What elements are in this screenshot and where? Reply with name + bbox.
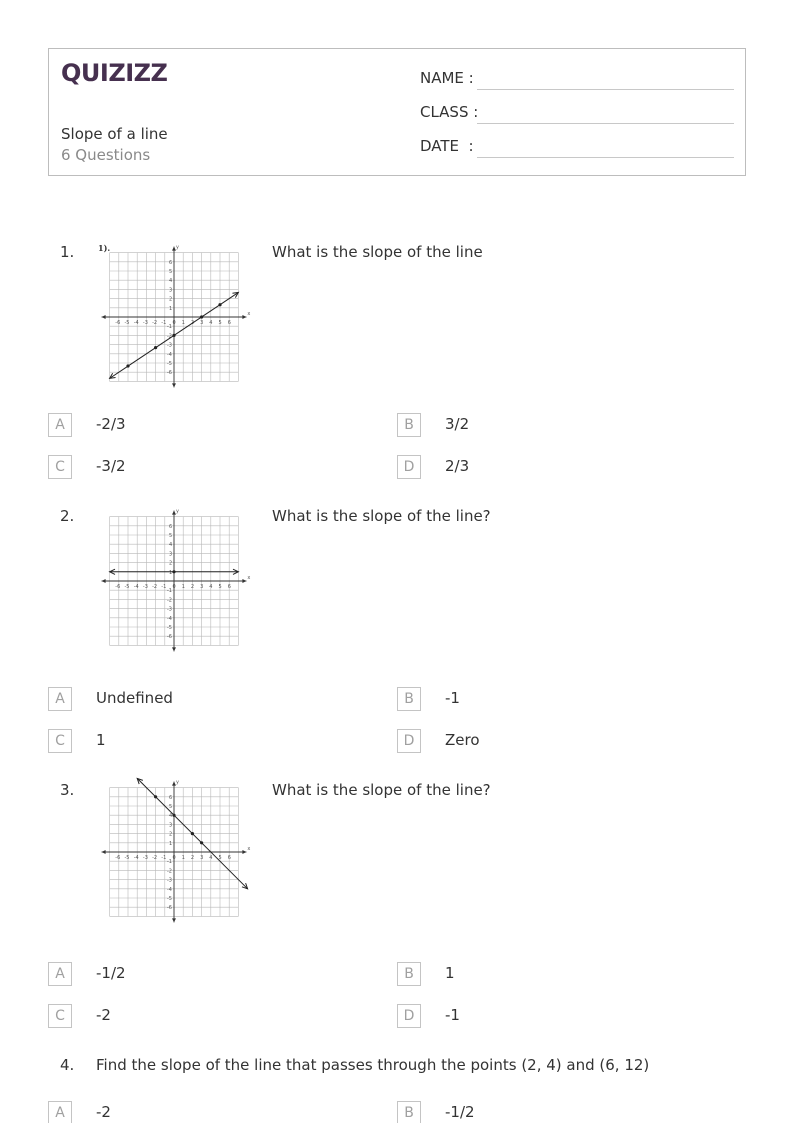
x-tick-label: 5 bbox=[218, 320, 222, 326]
option-text: -3/2 bbox=[96, 457, 126, 475]
question-2-number: 2. bbox=[60, 507, 75, 525]
y-tick-label: 1 bbox=[169, 840, 173, 847]
y-tick-label: 4 bbox=[169, 813, 173, 820]
x-axis-name: x bbox=[247, 311, 251, 317]
x-tick-label: 4 bbox=[209, 855, 213, 861]
option-letter: C bbox=[48, 455, 72, 479]
date-line bbox=[477, 157, 734, 158]
y-axis-name: y bbox=[176, 508, 179, 515]
question-2-text: What is the slope of the line? bbox=[272, 507, 491, 525]
y-tick-label: -2 bbox=[167, 868, 172, 875]
y-tick-label: 4 bbox=[169, 542, 173, 549]
option-text: -2 bbox=[96, 1103, 111, 1121]
question-3-text: What is the slope of the line? bbox=[272, 781, 491, 799]
option-letter: A bbox=[48, 1101, 72, 1123]
question-4-text: Find the slope of the line that passes through the points (2, 4) and (6, 12) bbox=[96, 1056, 650, 1074]
x-tick-label: 1 bbox=[181, 855, 185, 861]
y-tick-label: 2 bbox=[169, 831, 173, 838]
x-axis-arrow bbox=[102, 850, 106, 854]
y-axis-name: y bbox=[176, 244, 179, 251]
x-axis-arrow bbox=[242, 579, 246, 583]
x-tick-label: -1 bbox=[161, 855, 167, 861]
quizizz-logo: QUIZIZZ bbox=[61, 59, 168, 87]
x-tick-label: -6 bbox=[115, 584, 121, 590]
question-1-number: 1. bbox=[60, 243, 75, 261]
option-letter: D bbox=[397, 729, 421, 753]
y-tick-label: 6 bbox=[169, 794, 173, 801]
question-count: 6 Questions bbox=[61, 146, 151, 164]
y-tick-label: -5 bbox=[167, 625, 172, 631]
y-tick-label: -2 bbox=[167, 333, 172, 340]
graph-label: 1). bbox=[98, 243, 111, 253]
x-tick-label: -2 bbox=[152, 584, 158, 590]
x-tick-label: -4 bbox=[133, 584, 139, 590]
x-axis-name: x bbox=[247, 575, 251, 581]
x-tick-label: -4 bbox=[133, 855, 139, 861]
option-letter: C bbox=[48, 729, 72, 753]
x-tick-label: 3 bbox=[200, 584, 204, 590]
line-point bbox=[154, 795, 157, 798]
x-axis-arrow bbox=[242, 850, 246, 854]
x-tick-label: -5 bbox=[124, 855, 130, 861]
y-tick-label: 3 bbox=[169, 551, 173, 558]
option-text: 2/3 bbox=[445, 457, 470, 475]
name-line bbox=[477, 89, 734, 90]
line-point bbox=[172, 570, 175, 573]
option-text: Zero bbox=[445, 731, 480, 749]
line-arrow bbox=[110, 373, 116, 378]
question-1-graph bbox=[96, 241, 256, 391]
line-point bbox=[218, 303, 221, 306]
line-point bbox=[172, 334, 175, 337]
line-point bbox=[154, 346, 157, 349]
x-tick-label: 0 bbox=[172, 320, 176, 326]
y-tick-label: 2 bbox=[169, 560, 173, 567]
line-point bbox=[172, 814, 175, 817]
x-axis-arrow bbox=[102, 579, 106, 583]
y-tick-label: 5 bbox=[169, 533, 173, 539]
x-tick-label: 0 bbox=[172, 855, 176, 861]
y-tick-label: 4 bbox=[169, 278, 173, 285]
option-text: -1/2 bbox=[96, 964, 126, 982]
question-3-number: 3. bbox=[60, 781, 75, 799]
y-tick-label: 6 bbox=[169, 523, 173, 530]
option-letter: A bbox=[48, 687, 72, 711]
class-label: CLASS : bbox=[420, 103, 479, 121]
option-letter: C bbox=[48, 1004, 72, 1028]
coordinate-plane bbox=[96, 505, 256, 655]
y-tick-label: -5 bbox=[167, 361, 172, 367]
y-tick-label: -2 bbox=[167, 597, 172, 604]
y-axis-arrow bbox=[172, 647, 176, 651]
option-letter: B bbox=[397, 687, 421, 711]
x-tick-label: -2 bbox=[152, 320, 158, 326]
x-tick-label: -4 bbox=[133, 320, 139, 326]
line-point bbox=[200, 841, 203, 844]
x-tick-label: -3 bbox=[142, 584, 148, 590]
option-text: -1/2 bbox=[445, 1103, 475, 1121]
x-tick-label: 6 bbox=[227, 584, 231, 590]
option-text: -2 bbox=[96, 1006, 111, 1024]
question-1-text: What is the slope of the line bbox=[272, 243, 483, 261]
question-3-graph bbox=[96, 776, 256, 926]
coordinate-plane bbox=[96, 776, 256, 926]
x-tick-label: -6 bbox=[115, 855, 121, 861]
option-text: Undefined bbox=[96, 689, 173, 707]
option-text: -1 bbox=[445, 689, 460, 707]
y-tick-label: -3 bbox=[167, 606, 172, 613]
y-axis-arrow bbox=[172, 918, 176, 922]
y-tick-label: 1 bbox=[169, 569, 173, 576]
y-tick-label: -3 bbox=[167, 342, 172, 349]
x-axis-arrow bbox=[242, 315, 246, 319]
x-tick-label: -5 bbox=[124, 584, 130, 590]
y-tick-label: -6 bbox=[167, 370, 172, 377]
line-arrow bbox=[232, 292, 238, 297]
line-point bbox=[126, 364, 129, 367]
x-axis-name: x bbox=[247, 846, 251, 852]
option-letter: A bbox=[48, 413, 72, 437]
x-tick-label: -6 bbox=[115, 320, 121, 326]
x-tick-label: 3 bbox=[200, 320, 204, 326]
question-2-graph bbox=[96, 505, 256, 655]
x-tick-label: -2 bbox=[152, 855, 158, 861]
x-tick-label: 4 bbox=[209, 320, 213, 326]
y-tick-label: 5 bbox=[169, 804, 173, 810]
y-tick-label: -5 bbox=[167, 896, 172, 902]
x-tick-label: 6 bbox=[227, 855, 231, 861]
y-tick-label: -1 bbox=[167, 588, 172, 595]
option-text: 1 bbox=[445, 964, 455, 982]
y-tick-label: -3 bbox=[167, 877, 172, 884]
x-tick-label: 1 bbox=[181, 584, 185, 590]
y-tick-label: 5 bbox=[169, 269, 173, 275]
y-tick-label: -1 bbox=[167, 859, 172, 866]
option-text: 1 bbox=[96, 731, 106, 749]
y-tick-label: -4 bbox=[167, 886, 172, 893]
x-tick-label: 5 bbox=[218, 855, 222, 861]
x-tick-label: 2 bbox=[190, 584, 195, 590]
name-label: NAME : bbox=[420, 69, 474, 87]
option-text: 3/2 bbox=[445, 415, 470, 433]
x-tick-label: -3 bbox=[142, 320, 148, 326]
y-axis-name: y bbox=[176, 779, 179, 786]
y-tick-label: 6 bbox=[169, 259, 173, 266]
x-tick-label: 2 bbox=[190, 855, 195, 861]
date-label: DATE : bbox=[420, 137, 474, 155]
worksheet-header bbox=[48, 48, 746, 176]
y-axis-arrow bbox=[172, 383, 176, 387]
x-tick-label: 4 bbox=[209, 584, 213, 590]
y-tick-label: 1 bbox=[169, 305, 173, 312]
y-tick-label: 3 bbox=[169, 287, 173, 294]
x-tick-label: 0 bbox=[172, 584, 176, 590]
coordinate-plane bbox=[96, 241, 256, 391]
worksheet-title: Slope of a line bbox=[61, 125, 168, 143]
question-4-number: 4. bbox=[60, 1056, 75, 1074]
y-tick-label: -4 bbox=[167, 615, 172, 622]
x-tick-label: 3 bbox=[200, 855, 204, 861]
x-tick-label: -1 bbox=[161, 584, 167, 590]
option-letter: B bbox=[397, 1101, 421, 1123]
y-tick-label: 3 bbox=[169, 822, 173, 829]
option-text: -1 bbox=[445, 1006, 460, 1024]
x-axis-arrow bbox=[102, 315, 106, 319]
y-tick-label: -6 bbox=[167, 634, 172, 641]
x-tick-label: 5 bbox=[218, 584, 222, 590]
y-tick-label: -1 bbox=[167, 324, 172, 331]
x-tick-label: -3 bbox=[142, 855, 148, 861]
line-point bbox=[200, 315, 203, 318]
y-tick-label: -6 bbox=[167, 905, 172, 912]
x-tick-label: 1 bbox=[181, 320, 185, 326]
x-tick-label: -5 bbox=[124, 320, 130, 326]
option-letter: B bbox=[397, 962, 421, 986]
option-letter: B bbox=[397, 413, 421, 437]
option-text: -2/3 bbox=[96, 415, 126, 433]
option-letter: A bbox=[48, 962, 72, 986]
class-line bbox=[477, 123, 734, 124]
option-letter: D bbox=[397, 455, 421, 479]
x-tick-label: -1 bbox=[161, 320, 167, 326]
line-point bbox=[191, 832, 194, 835]
x-tick-label: 6 bbox=[227, 320, 231, 326]
y-tick-label: 2 bbox=[169, 296, 173, 303]
y-tick-label: -4 bbox=[167, 351, 172, 358]
option-letter: D bbox=[397, 1004, 421, 1028]
